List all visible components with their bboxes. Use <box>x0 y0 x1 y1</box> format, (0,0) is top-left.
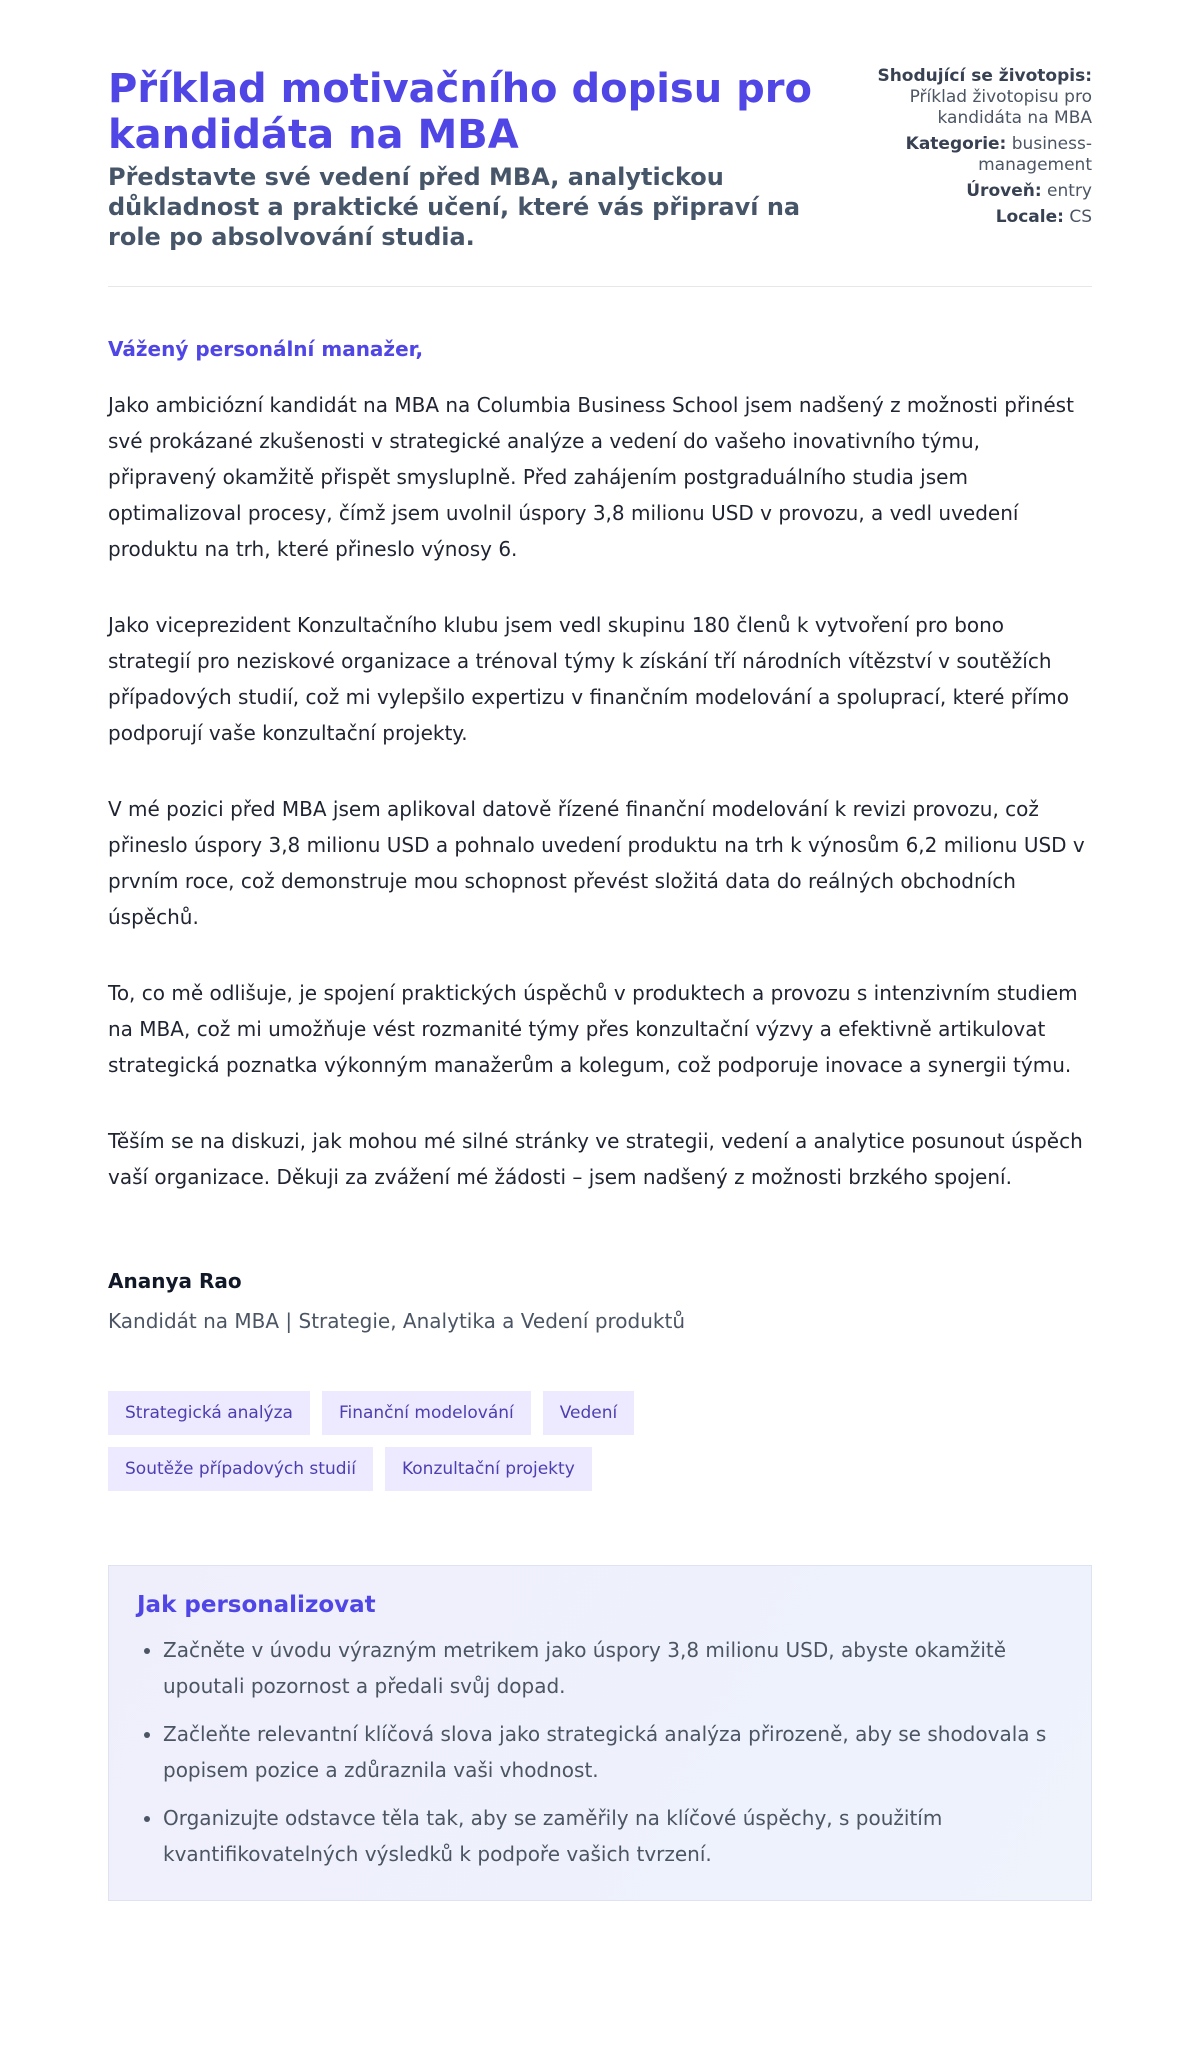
meta-category-label: Kategorie: <box>905 134 1007 154</box>
tips-title: Jak personalizovat <box>137 1592 376 1618</box>
skill-tag: Vedení <box>543 1391 635 1435</box>
skill-tag: Strategická analýza <box>108 1391 310 1435</box>
meta-level <box>832 181 1092 202</box>
tip-item: • Začněte v úvodu výrazným metrikem jako úspory 3,8 milionu USD, abyste okamžitě upoutali pozornost a předali svůj dopad. <box>163 1632 1063 1704</box>
signature-name: Ananya Rao <box>108 1269 242 1293</box>
letter-greeting: Vážený personální manažer, <box>108 337 424 361</box>
skill-tags <box>108 1391 908 1491</box>
letter-paragraph: V mé pozici před MBA jsem aplikoval datově řízené finanční modelování k revizi provozu, což přineslo úspory 3,8 milionu USD a pohnalo uvedení produktu na trh k výnosům 6,2 milionu USD v prvním roce, což demonstruje mou schopnost převést složitá data do reálných obchodních úspěchů. <box>108 797 1085 929</box>
meta-resume <box>832 66 1092 129</box>
meta-resume-label: Shodující se životopis: <box>877 66 1092 86</box>
meta-locale-value: CS <box>1069 207 1092 227</box>
letter-header <box>108 0 1092 287</box>
meta-locale <box>832 207 1092 228</box>
letter-paragraph: Jako viceprezident Konzultačního klubu jsem vedl skupinu 180 členů k vytvoření pro bono strategií pro neziskové organizace a trénoval týmy k získání tří národních vítězství v soutěžích případových studií, což mi vylepšilo expertizu v finančním modelování a spoluprací, které přímo podporují vaše konzultační projekty. <box>108 613 1069 745</box>
meta-level-label: Úroveň: <box>966 181 1042 201</box>
signature-role: Kandidát na MBA | Strategie, Analytika a Vedení produktů <box>108 1309 686 1333</box>
skill-tag: Konzultační projekty <box>385 1447 592 1491</box>
meta-panel <box>832 66 1092 233</box>
header-titles <box>108 66 828 252</box>
tip-item: • Organizujte odstavce těla tak, aby se zaměřily na klíčové úspěchy, s použitím kvantifikovatelných výsledků k podpoře vašich tvrzení. <box>163 1800 1063 1872</box>
personalize-tips-box <box>108 1565 1092 1901</box>
tips-list <box>137 1632 1063 1872</box>
page-title: Příklad motivačního dopisu pro kandidáta na MBA <box>108 66 812 158</box>
letter-paragraph: Těším se na diskuzi, jak mohou mé silné stránky ve strategii, vedení a analytice posunout úspěch vaší organizace. Děkuji za zvážení mé žádosti – jsem nadšený z možnosti brzkého spojení. <box>108 1129 1083 1189</box>
letter-body <box>108 335 1092 1335</box>
tip-item: • Začleňte relevantní klíčová slova jako strategická analýza přirozeně, aby se shodovala s popisem pozice a zdůraznila vaši vhodnost. <box>163 1716 1063 1788</box>
letter-paragraph: Jako ambiciózní kandidát na MBA na Columbia Business School jsem nadšený z možnosti přinést své prokázané zkušenosti v strategické analýze a vedení do vašeho inovativního týmu, připravený okamžitě přispět smysluplně. Před zahájením postgraduálního studia jsem optimalizoval procesy, čímž jsem uvolnil úspory 3,8 milionu USD v provozu, a vedl uvedení produktu na trh, které přineslo výnosy 6. <box>108 393 1074 561</box>
meta-resume-value[interactable]: Příklad životopisu pro kandidáta na MBA <box>909 87 1092 128</box>
meta-category <box>832 134 1092 176</box>
page-subtitle: Představte své vedení před MBA, analytickou důkladnost a praktické učení, které vás připraví na role po absolvování studia. <box>108 163 801 251</box>
meta-locale-label: Locale: <box>995 207 1064 227</box>
skill-tag: Soutěže případových studií <box>108 1447 373 1491</box>
skill-tag: Finanční modelování <box>322 1391 531 1435</box>
letter-paragraph: To, co mě odlišuje, je spojení praktických úspěchů v produktech a provozu s intenzivním studiem na MBA, což mi umožňuje vést rozmanité týmy přes konzultační výzvy a efektivně artikulovat strategická poznatka výkonným manažerům a kolegum, což podporuje inovace a synergii týmu. <box>108 981 1078 1077</box>
meta-level-value: entry <box>1047 181 1092 201</box>
meta-category-value: business-management <box>978 134 1092 175</box>
